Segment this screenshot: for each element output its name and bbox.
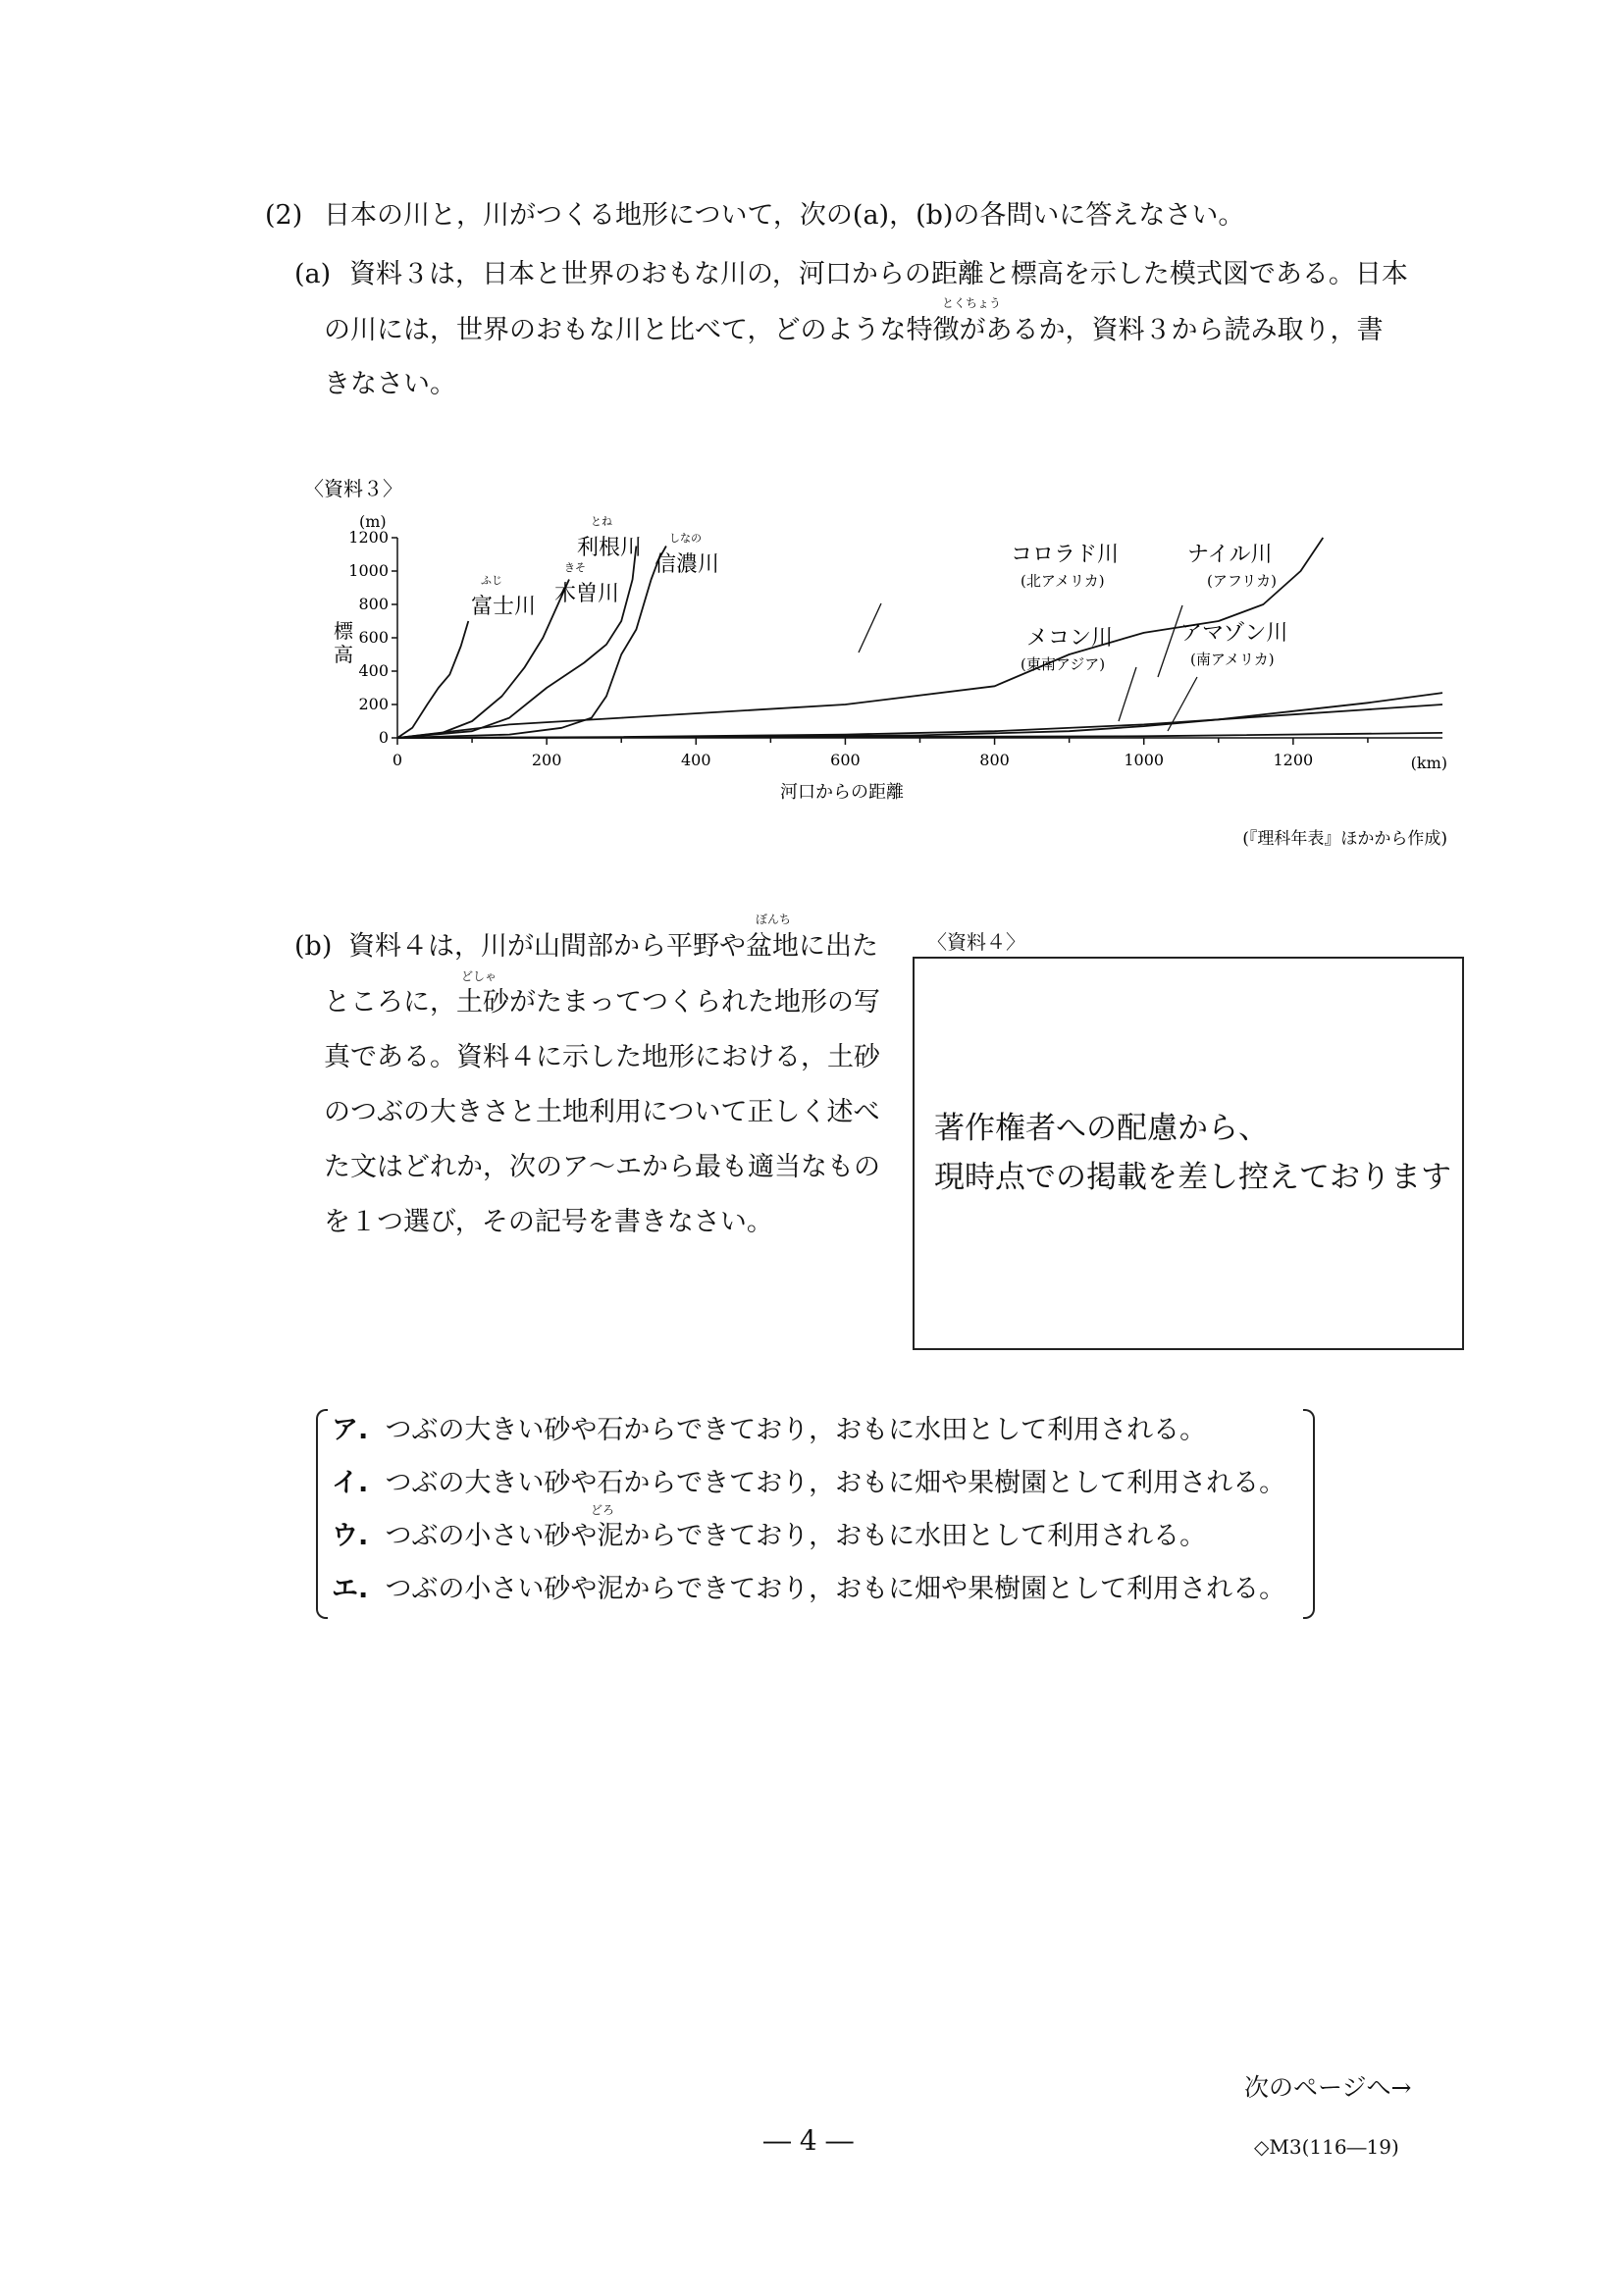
subquestion-a-line1: 資料３は，日本と世界のおもな川の，河口からの距離と標高を示した模式図である。日本 (349, 259, 1408, 289)
ruby-doro: どろ (591, 1503, 615, 1517)
leader-line-2 (1119, 667, 1136, 721)
chart-source: (『理科年表』ほかから作成) (1242, 829, 1447, 849)
subquestion-a-line2: の川には，世界のおもな川と比べて，どのような特徴があるか，資料３から読み取り，書 (324, 315, 1384, 345)
y-tick-label: 0 (378, 728, 389, 747)
ruby-dosha: どしゃ (461, 969, 497, 983)
x-tick-label: 1200 (1273, 751, 1314, 769)
series-sublabel-6: (東南アジア) (1021, 655, 1106, 673)
y-tick-label: 200 (358, 695, 389, 713)
choice-e-text: つぶの小さい砂や泥からできており，おもに畑や果樹園として利用される。 (385, 1574, 1286, 1604)
choice-a-text: つぶの大きい砂や石からできており，おもに水田として利用される。 (385, 1415, 1207, 1445)
y-tick-label: 1000 (348, 561, 389, 580)
right-bracket (1303, 1409, 1315, 1619)
choice-e-mark: エ. (332, 1574, 369, 1604)
x-axis-label: 河口からの距離 (780, 782, 904, 803)
exam-code: ◇M3(116―19) (1254, 2135, 1399, 2159)
series-line-0 (397, 621, 468, 738)
series-ruby-1: きそ (564, 561, 586, 574)
answer-choices (316, 1405, 1315, 1619)
page-number: ― 4 ― (763, 2124, 854, 2157)
series-line-3 (397, 547, 666, 739)
copyright-notice (934, 1104, 1451, 1202)
series-sublabel-5: (アフリカ) (1207, 572, 1277, 590)
choice-i-text: つぶの大きい砂や石からできており，おもに畑や果樹園として利用される。 (385, 1468, 1286, 1498)
subquestion-b-label: (b) (294, 931, 333, 962)
x-tick-label: 400 (681, 751, 711, 769)
x-axis-unit: (km) (1410, 754, 1447, 772)
x-tick-label: 0 (392, 751, 403, 769)
choice-e (332, 1570, 1285, 1609)
chart-title: 〈資料３〉 (304, 477, 402, 500)
subquestion-b-line5: た文はどれか，次のア～エから最も適当なもの (324, 1152, 880, 1182)
left-bracket (316, 1409, 328, 1619)
series-label-7: アマゾン川 (1180, 621, 1288, 646)
choice-a-mark: ア. (332, 1415, 369, 1445)
x-tick-label: 1000 (1124, 751, 1165, 769)
leader-line-0 (859, 603, 881, 652)
series-ruby-0: ふじ (481, 574, 502, 587)
leader-line-1 (1158, 605, 1182, 677)
figure-4-placeholder (913, 957, 1464, 1350)
question-number-2: (2) (265, 200, 303, 231)
series-sublabel-4: (北アメリカ) (1021, 572, 1105, 590)
copyright-line-1: 著作権者への配慮から、 (934, 1111, 1269, 1146)
ruby-tokucho: とくちょう (942, 296, 1002, 310)
choice-i (332, 1464, 1285, 1503)
choice-a (332, 1411, 1206, 1450)
subquestion-b-line6: を１つ選び，その記号を書きなさい。 (324, 1207, 773, 1237)
subquestion-b-line4: のつぶの大きさと土地利用について正しく述べ (324, 1097, 880, 1127)
y-axis-label (334, 619, 354, 666)
series-label-0: 富士川 (471, 595, 537, 619)
series-sublabel-7: (南アメリカ) (1190, 651, 1275, 668)
series-label-2: 利根川 (577, 536, 643, 560)
choice-u-mark: ウ. (332, 1521, 369, 1551)
y-axis-unit: (m) (359, 512, 387, 531)
subquestion-a-label: (a) (294, 259, 332, 289)
series-line-2 (397, 547, 636, 739)
subquestion-b-line2: ところに，土砂がたまってつくられた地形の写 (324, 987, 880, 1018)
subquestion-a-line3: きなさい。 (324, 369, 456, 399)
y-tick-label: 1200 (348, 528, 389, 547)
series-label-3: 信濃川 (654, 552, 720, 577)
subquestion-b-line3: 真である。資料４に示した地形における，土砂 (324, 1042, 880, 1072)
series-ruby-3: しなの (669, 532, 702, 545)
choice-i-mark: イ. (332, 1468, 369, 1498)
question-2-text: 日本の川と，川がつくる地形について，次の(a)，(b)の各問いに答えなさい。 (324, 200, 1245, 231)
series-label-6: メコン川 (1026, 626, 1114, 651)
y-tick-label: 400 (358, 661, 389, 680)
subquestion-b-line1: 資料４は，川が山間部から平野や盆地に出た (348, 931, 878, 962)
choice-u-text: つぶの小さい砂や泥からできており，おもに水田として利用される。 (385, 1521, 1207, 1551)
x-tick-label: 800 (979, 751, 1010, 769)
next-page-note: 次のページへ→ (1244, 2073, 1412, 2102)
copyright-line-2: 現時点での掲載を差し控えております (934, 1160, 1451, 1195)
y-tick-label: 800 (358, 595, 389, 613)
y-axis-label-char: 高 (334, 643, 353, 666)
x-tick-label: 600 (830, 751, 861, 769)
y-axis-label-char: 標 (334, 619, 353, 643)
series-ruby-2: とね (591, 515, 612, 528)
series-label-4: コロラド川 (1011, 543, 1120, 567)
ruby-bonchi: ぼんち (756, 913, 792, 926)
river-profile-chart (304, 466, 1462, 859)
choice-u (332, 1517, 1206, 1556)
x-tick-label: 200 (531, 751, 562, 769)
y-tick-label: 600 (358, 628, 389, 647)
figure-4-label: 〈資料４〉 (927, 930, 1025, 954)
series-label-1: 木曽川 (554, 582, 620, 606)
series-label-5: ナイル川 (1187, 543, 1273, 567)
